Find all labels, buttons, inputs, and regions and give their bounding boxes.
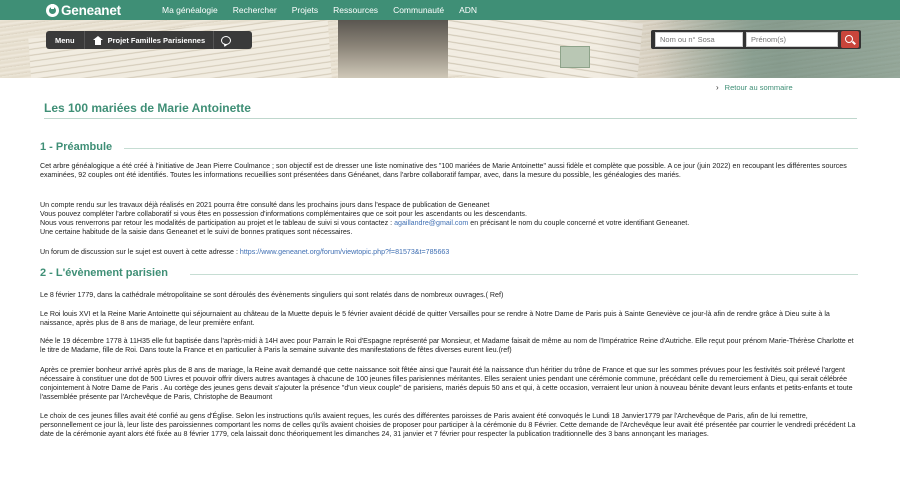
- paragraph: Le 8 février 1779, dans la cathédrale métropolitaine se sont déroulés des évènements singuliers qui sont relatés dans de nombreux ouvrages.( Ref): [40, 291, 504, 299]
- paragraph: [40, 201, 858, 237]
- paragraph: Cet arbre généalogique a été créé à l'initiative de Jean Pierre Coulmance ; son objectif est de dresser une liste nominative des "100 mariées de Marie Antoinette" aussi fidèle et complète que possible. A ce jour (juin 2022) en recoupant les différentes sources examinées, 92 couples ont été identifiés. Toutes les informations recueillies sont présentées dans Généanet, dans l'arbre collaboratif fampar, avec, dans la mesure du possible, les généalogies des mariés.: [40, 162, 847, 179]
- forum-link[interactable]: https://www.geneanet.org/forum/viewtopic.php?f=81573&t=785663: [239, 248, 450, 256]
- discussion-button[interactable]: [214, 31, 238, 49]
- geneanet-logo[interactable]: [46, 2, 121, 18]
- banner-decor: [28, 20, 331, 78]
- paragraph-line: Vous pouvez compléter l'arbre collaboratif si vous êtes en possession d'informations complémentaires que ce soit pour les ascendants ou les descendants.: [40, 210, 527, 218]
- header-banner: [0, 20, 900, 78]
- paragraph-line: [40, 219, 858, 228]
- paragraph: Le Roi louis XVI et la Reine Marie Antoinette qui séjournaient au château de la Muette depuis le 5 février avaient décidé de quitter Versailles pour se rendre à Notre Dame de Paris puis à Sainte Geneviève ce jour-là afin de rendre grâce à Dieu suite à la naissance, après plus de 8 ans de mariage, de leur première enfant.: [40, 310, 830, 327]
- divider: [190, 274, 858, 275]
- menu-button[interactable]: Menu: [46, 31, 85, 49]
- project-toolbar: [46, 31, 252, 49]
- divider: [124, 148, 858, 149]
- contact-email-link[interactable]: agaillandre@gmail.com: [394, 219, 469, 227]
- search-box: [651, 30, 861, 49]
- search-icon: [845, 35, 853, 43]
- paragraph: [40, 248, 858, 257]
- paragraph-line: Un compte rendu sur les travaux déjà réalisés en 2021 pourra être consulté dans les prochains jours dans l'espace de publication de Geneanet: [40, 201, 490, 209]
- project-home-button[interactable]: [85, 31, 215, 49]
- project-label: Projet Familles Parisiennes: [107, 35, 206, 45]
- search-button[interactable]: [841, 31, 859, 48]
- banner-stamp: [560, 46, 590, 68]
- logo-text: Geneanet: [61, 2, 121, 18]
- nav-communaute[interactable]: Communauté: [393, 5, 445, 15]
- search-prenom-input[interactable]: [746, 32, 838, 47]
- paragraph: Le choix de ces jeunes filles avait été confié au gens d'Église. Selon les instructions qu'ils avaient reçues, les curés des différentes paroisses de Paris avaient été convoqués le Lundi 18 Janvier1779 par l'Archevêque de Paris, afin de lui remettre, personnellement ce jour là, leur liste des paroissiennes comportant les noms de celles qu'ils avaient choisies de proposer pour participer à la cérémonie du 8 Février. Cette demande de l'Archevêque leur avait été présentée par courrier le vendredi précédent La date de la cérémonie ayant alors été fixée au 8 février 1779, cela laissait donc théoriquement les dimanches 24, 31 janvier et 7 février pour respecter la publication traditionnelle des 3 bans annonçant les mariages.: [40, 412, 856, 438]
- nav-rechercher[interactable]: Rechercher: [232, 5, 277, 15]
- nav-projets[interactable]: Projets: [291, 5, 319, 15]
- banner-decor: [655, 20, 900, 78]
- geneanet-logo-icon: [46, 4, 59, 17]
- text: Nous vous renverrons par retour les modalités de participation au projet et le tableau de suivi si vous contactez :: [40, 219, 395, 227]
- nav-ressources[interactable]: Ressources: [333, 5, 379, 15]
- top-navbar: [0, 0, 900, 20]
- nav-ma-genealogie[interactable]: Ma généalogie: [162, 5, 218, 15]
- retour-label: Retour au sommaire: [724, 83, 793, 92]
- paragraph: Après ce premier bonheur arrivé après plus de 8 ans de mariage, la Reine avait demandé que cette naissance soit fêtée ainsi que l'aurait été la naissance d'un héritier du trône de France et que sur les sommes prévues pour les festivités soit prélevé l'argent nécessaire à constituer une dot de 500 Livres et pouvoir offrir divers autres avantages à chacune de 100 jeunes filles parisiennes méritantes. Elles seraient unies pendant une cérémonie commune, précédant celle du remerciement à Dieu, qui serait célébrée conjointement à Notre Dame de Paris . Au cortège des jeunes gens devait s'ajouter la présence "d'un vieux couple" de parisiens, mariés depuis 50 ans et qui, à cette occasion, verraient leur union à nouveau bénite devant leurs enfants et petits-enfants et toute l'assemblée présente par l'Archevêque de Paris, Christophe de Beaumont: [40, 366, 853, 401]
- home-icon: [93, 36, 103, 45]
- banner-photo: [338, 20, 448, 78]
- nav-adn[interactable]: ADN: [459, 5, 478, 15]
- text: en précisant le nom du couple concerné et votre identifiant Geneanet.: [468, 219, 690, 227]
- paragraph-line: Une certaine habitude de la saisie dans Geneanet et le suivi de bonnes pratiques sont nécessaires.: [40, 228, 353, 236]
- page-title: Les 100 mariées de Marie Antoinette: [44, 101, 251, 115]
- text: Un forum de discussion sur le sujet est ouvert à cette adresse :: [40, 248, 240, 256]
- search-nom-input[interactable]: [655, 32, 743, 47]
- chevron-right-icon: ›: [716, 83, 719, 92]
- paragraph: Née le 19 décembre 1778 à 11H35 elle fut baptisée dans l'après-midi à 14H avec pour Parrain le Roi d'Espagne représenté par Monsieur, et Madame faisait de même au nom de l'Impératrice Reine d'Autriche. Elle reçut pour prénom Marie-Thérèse Charlotte et le titre de Madame, fille de Roi. Dans toute la France et en particulier à Paris la semaine suivante des manifestations de fêtes diverses eurent lieu.(ref): [40, 337, 854, 354]
- main-nav: [162, 0, 492, 20]
- retour-link[interactable]: [716, 83, 793, 92]
- section-heading-evenement: 2 - L'évènement parisien: [40, 267, 168, 279]
- section-heading-preambule: 1 - Préambule: [40, 141, 113, 153]
- chat-icon: [221, 36, 231, 45]
- divider: [44, 118, 857, 119]
